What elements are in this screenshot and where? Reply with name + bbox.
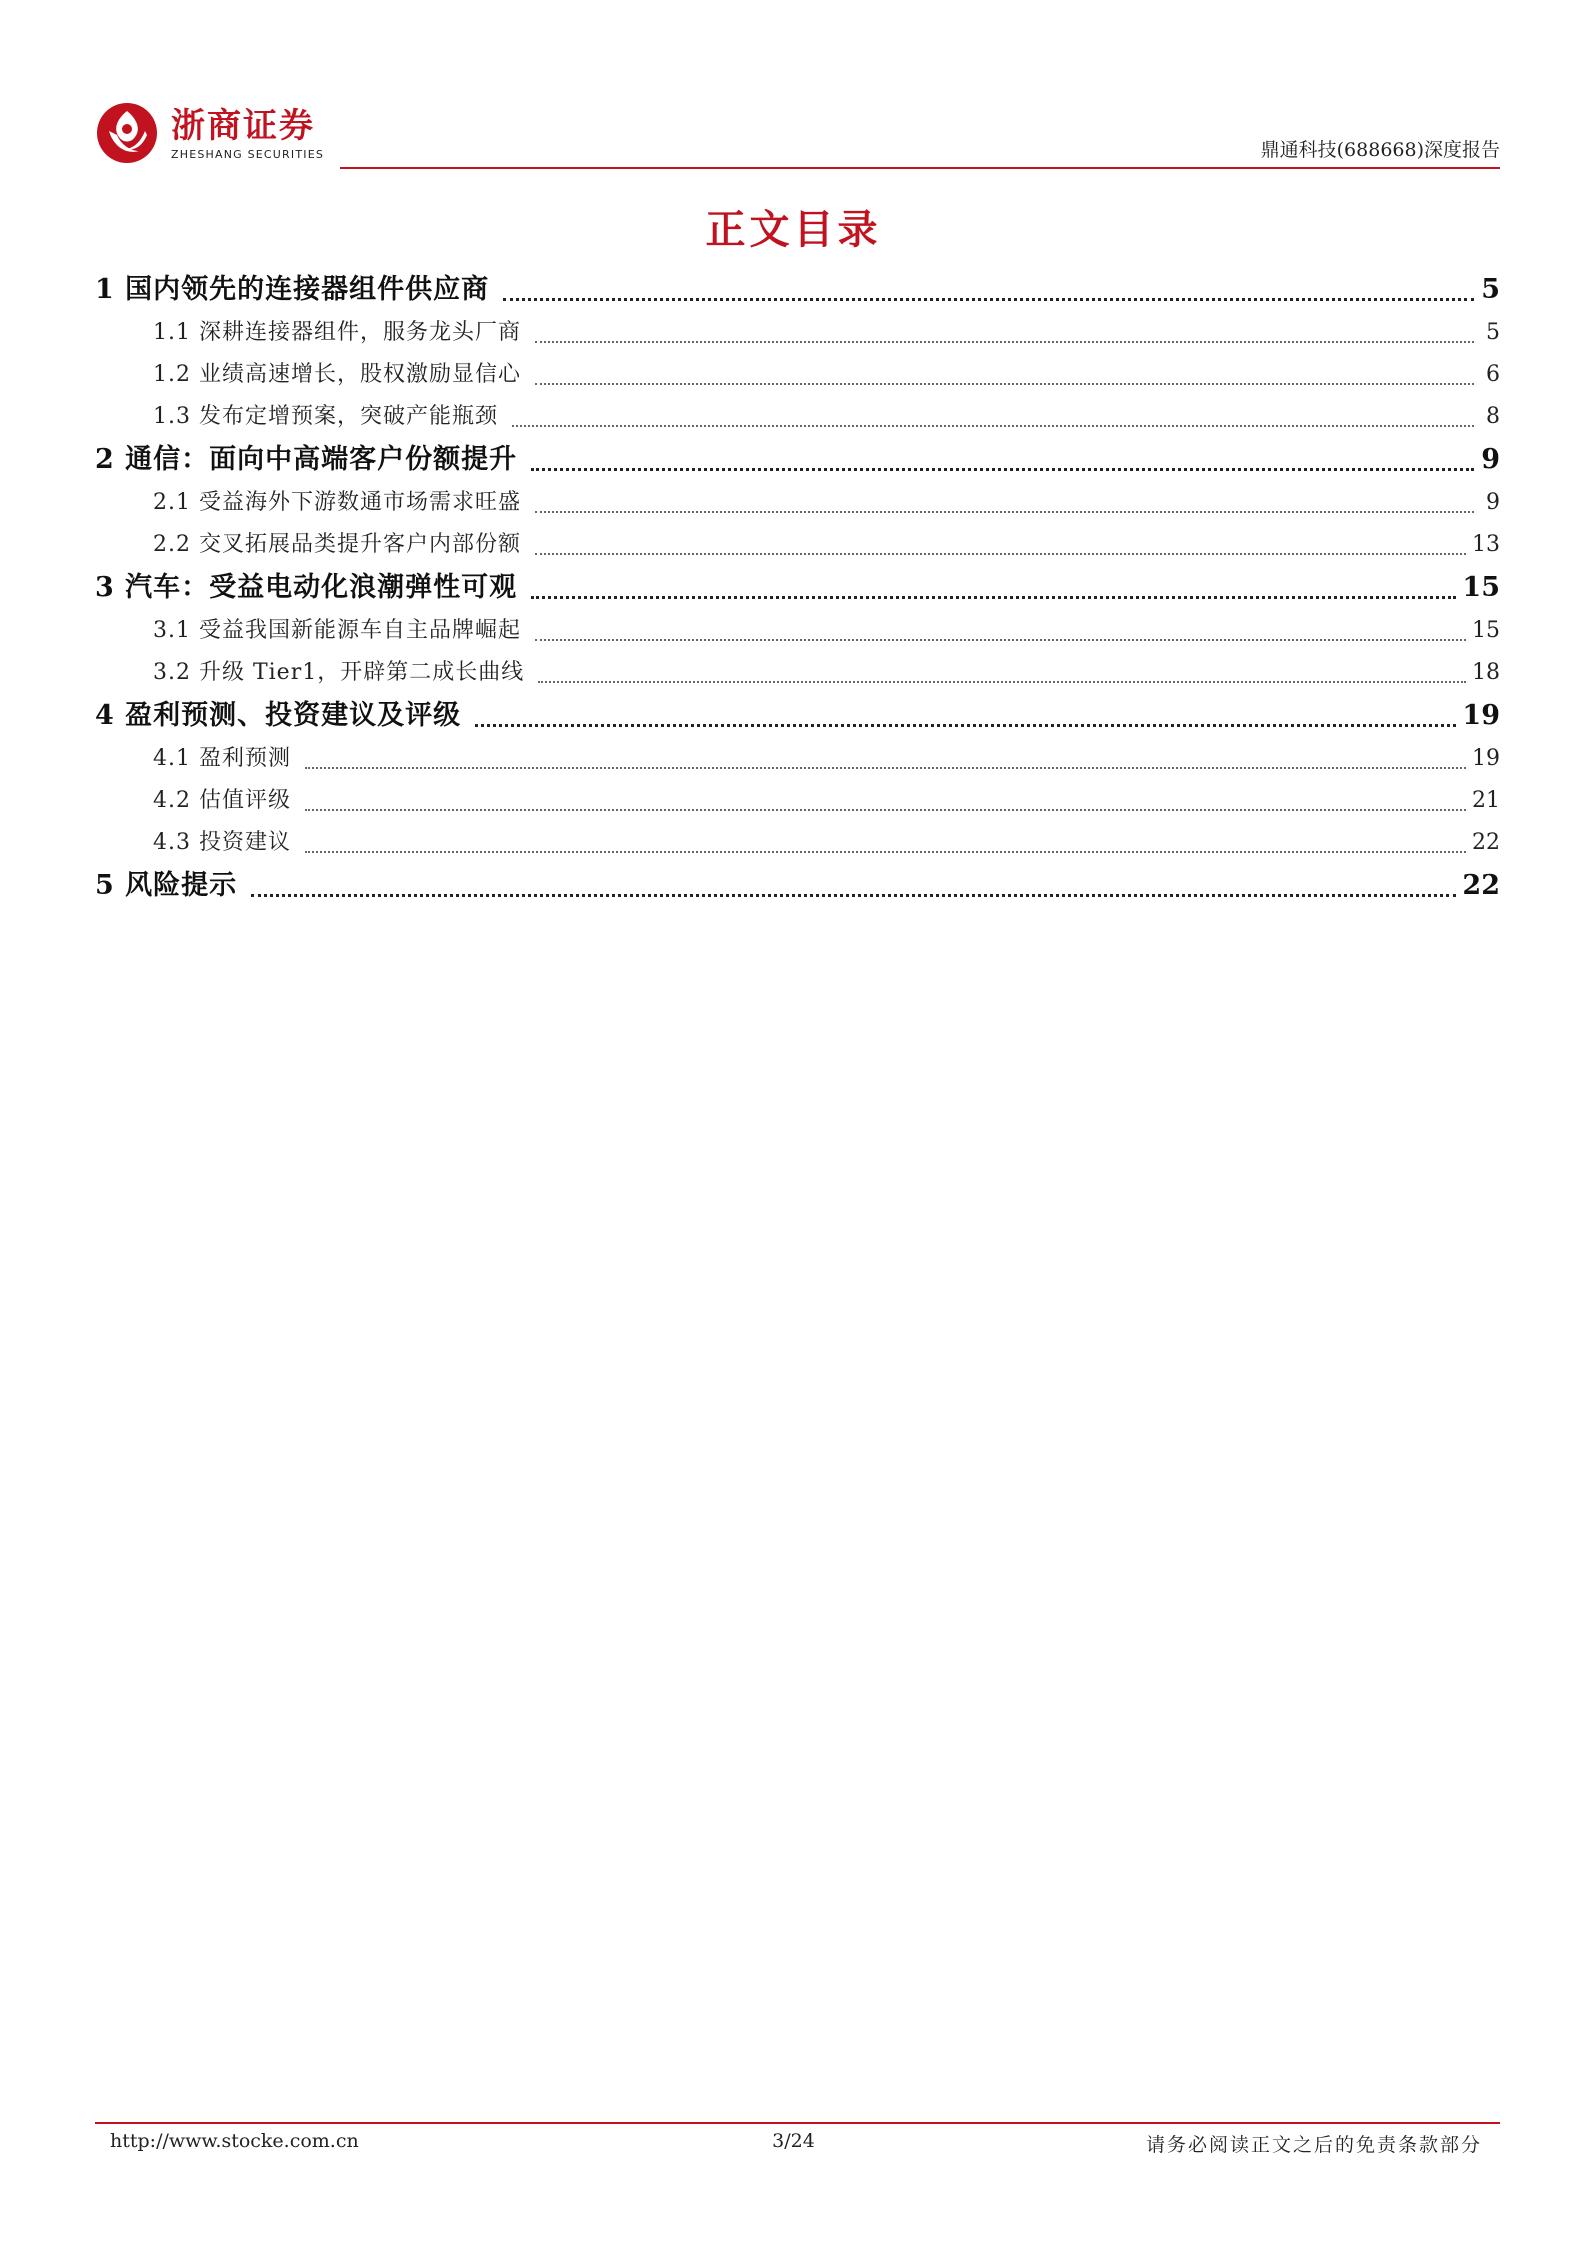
toc-section-entry[interactable]	[95, 566, 1500, 610]
toc-page-number: 5	[1486, 320, 1500, 345]
toc-dot-leader	[512, 419, 1474, 427]
toc-dot-leader	[531, 590, 1456, 599]
toc-page-number: 22	[1472, 830, 1500, 855]
toc-entry-label: 2 通信：面向中高端客户份额提升	[95, 444, 518, 475]
toc-dot-leader	[475, 718, 1456, 727]
brand-name-cn: 浙商证券	[171, 105, 315, 146]
toc-subsection-entry[interactable]	[95, 354, 1500, 396]
table-of-contents	[95, 268, 1500, 908]
footer-page-number: 3/24	[772, 2130, 815, 2152]
toc-dot-leader	[535, 377, 1474, 385]
toc-subsection-entry[interactable]	[95, 524, 1500, 566]
toc-entry-label: 4.1 盈利预测	[153, 746, 291, 771]
footer-divider	[95, 2122, 1500, 2124]
brand-name-en: ZHESHANG SECURITIES	[171, 147, 325, 161]
toc-entry-label: 3 汽车：受益电动化浪潮弹性可观	[95, 572, 518, 603]
report-title: 鼎通科技(688668)深度报告	[1260, 139, 1500, 161]
footer-disclaimer: 请务必阅读正文之后的免责条款部分	[1145, 2134, 1482, 2156]
toc-dot-leader	[535, 505, 1474, 513]
toc-page-number: 6	[1486, 362, 1500, 387]
toc-subsection-entry[interactable]	[95, 312, 1500, 354]
toc-dot-leader	[251, 888, 1456, 897]
toc-page-number: 18	[1472, 660, 1500, 685]
toc-entry-label: 2.1 受益海外下游数通市场需求旺盛	[153, 490, 521, 515]
header-divider	[340, 167, 1500, 169]
toc-dot-leader	[305, 803, 1466, 811]
toc-section-entry[interactable]	[95, 864, 1500, 908]
toc-entry-label: 1.3 发布定增预案，突破产能瓶颈	[153, 404, 498, 429]
toc-dot-leader	[531, 462, 1474, 471]
toc-dot-leader	[538, 675, 1466, 683]
toc-subsection-entry[interactable]	[95, 652, 1500, 694]
zheshang-logo-icon	[95, 101, 159, 165]
toc-page-number: 13	[1472, 532, 1500, 557]
toc-subsection-entry[interactable]	[95, 738, 1500, 780]
toc-section-entry[interactable]	[95, 268, 1500, 312]
toc-subsection-entry[interactable]	[95, 610, 1500, 652]
toc-dot-leader	[535, 633, 1466, 641]
toc-dot-leader	[305, 845, 1466, 853]
toc-subsection-entry[interactable]	[95, 482, 1500, 524]
toc-dot-leader	[535, 335, 1474, 343]
toc-dot-leader	[535, 547, 1466, 555]
toc-page-number: 19	[1462, 700, 1500, 731]
toc-page-number: 19	[1472, 746, 1500, 771]
toc-subsection-entry[interactable]	[95, 822, 1500, 864]
toc-section-entry[interactable]	[95, 438, 1500, 482]
toc-entry-label: 1 国内领先的连接器组件供应商	[95, 274, 490, 305]
page-header	[95, 95, 1500, 170]
toc-page-number: 22	[1462, 870, 1500, 901]
toc-entry-label: 2.2 交叉拓展品类提升客户内部份额	[153, 532, 521, 557]
toc-entry-label: 3.1 受益我国新能源车自主品牌崛起	[153, 618, 521, 643]
toc-subsection-entry[interactable]	[95, 780, 1500, 822]
toc-entry-label: 4.3 投资建议	[153, 830, 291, 855]
toc-page-number: 15	[1472, 618, 1500, 643]
brand-logo	[95, 101, 324, 165]
toc-entry-label: 4.2 估值评级	[153, 788, 291, 813]
toc-page-number: 9	[1486, 490, 1500, 515]
toc-page-number: 8	[1486, 404, 1500, 429]
toc-entry-label: 4 盈利预测、投资建议及评级	[95, 700, 462, 731]
toc-dot-leader	[503, 292, 1474, 301]
page-title: 正文目录	[705, 206, 882, 253]
toc-page-number: 5	[1481, 274, 1500, 305]
toc-entry-label: 1.2 业绩高速增长，股权激励显信心	[153, 362, 521, 387]
toc-dot-leader	[305, 761, 1466, 769]
toc-entry-label: 5 风险提示	[95, 870, 238, 901]
footer-url-link[interactable]: http://www.stocke.com.cn	[110, 2130, 359, 2152]
toc-section-entry[interactable]	[95, 694, 1500, 738]
toc-page-number: 15	[1462, 572, 1500, 603]
toc-page-number: 9	[1481, 444, 1500, 475]
toc-page-number: 21	[1472, 788, 1500, 813]
toc-entry-label: 3.2 升级 Tier1，开辟第二成长曲线	[153, 660, 525, 685]
toc-subsection-entry[interactable]	[95, 396, 1500, 438]
toc-entry-label: 1.1 深耕连接器组件，服务龙头厂商	[153, 320, 521, 345]
